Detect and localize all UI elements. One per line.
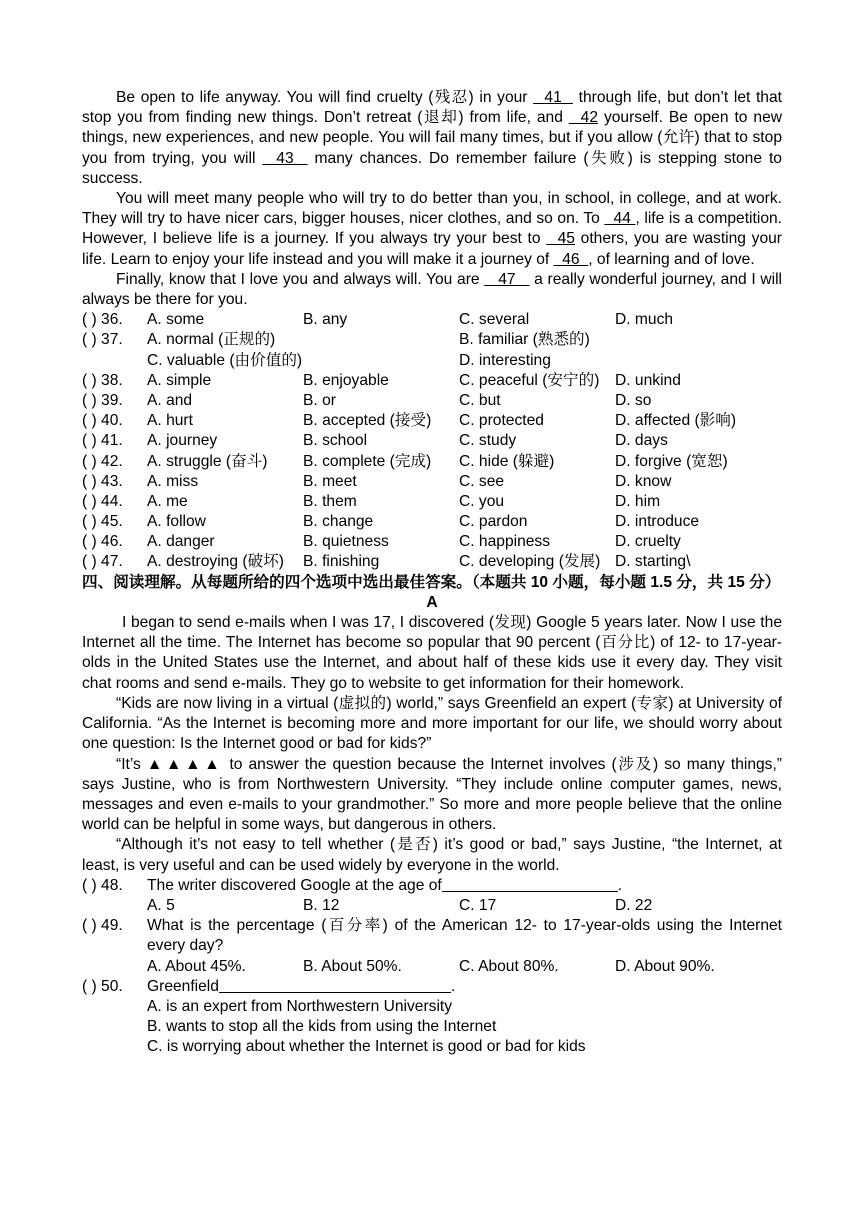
- option-d: D. know: [615, 472, 672, 490]
- question-stem: Greenfield: [147, 977, 219, 995]
- option-b: B. or: [303, 391, 336, 409]
- question-row: [82, 391, 782, 411]
- option-b: B. enjoyable: [303, 371, 389, 389]
- text: “It’s: [116, 755, 147, 773]
- text: Be open to life anyway. You will find cruelty (残忍) in your: [116, 89, 534, 106]
- answer-line: [442, 876, 618, 892]
- option-c: C. is worrying about whether the Internet is good or bad for kids: [147, 1038, 586, 1056]
- answer-paren: ( ) 39.: [82, 391, 123, 409]
- text: yourself. Be open to new things, new experiences, and new people. You will fail many times, but if you allow (允许) that to stop you from trying, you will: [82, 109, 782, 167]
- option-a: A. danger: [147, 533, 215, 551]
- option-b: B. About 50%.: [303, 957, 402, 975]
- question-row: [82, 512, 782, 532]
- reading-paragraph-3: [82, 755, 782, 836]
- option-b: B. change: [303, 513, 374, 531]
- option-b: B. wants to stop all the kids from using the Internet: [147, 1018, 497, 1036]
- triangle-blank: ▲▲▲▲: [146, 755, 224, 773]
- answer-paren: ( ) 37.: [82, 331, 123, 349]
- cloze-paragraph-1: [82, 88, 782, 189]
- option-a: A. About 45%.: [147, 957, 246, 975]
- question-48: [82, 876, 782, 896]
- option-d: D. 22: [615, 896, 653, 914]
- question-50-option-a: [82, 997, 782, 1017]
- cloze-paragraph-3: [82, 270, 782, 310]
- option-c: B. familiar (熟悉的): [459, 331, 590, 349]
- option-c: C. About 80%.: [459, 957, 559, 975]
- text: a really wonderful journey, and I will always be there for you.: [82, 270, 782, 309]
- text: many chances. Do remember failure (失败) is stepping stone to success.: [82, 149, 782, 187]
- option-d: D. forgive (宽恕): [615, 452, 728, 470]
- text: Finally, know that I love you and always will. You are: [116, 270, 485, 288]
- option-a: A. is an expert from Northwestern University: [147, 997, 453, 1015]
- blank-44: 44: [604, 210, 636, 228]
- question-50-option-b: [82, 1017, 782, 1037]
- option-c: C. study: [459, 432, 517, 450]
- text: .: [450, 977, 456, 995]
- option-a: A. 5: [147, 896, 175, 914]
- question-48-options: [82, 896, 782, 916]
- blank-43: 43: [262, 149, 308, 167]
- option-a: A. simple: [147, 371, 212, 389]
- question-49: [82, 916, 782, 956]
- option-b: B. any: [303, 311, 348, 329]
- answer-paren: ( ) 42.: [82, 452, 123, 470]
- reading-paragraph-1: I began to send e-mails when I was 17, I discovered (发现) Google 5 years later. Now I use the Internet all the time. The Internet has become so popular that 90 percent (百分比) of 12- to 17-year-olds in the United States use the Internet, and about half of these kids use it every day. They visit chat rooms and send e-mails. They go to website to get information for their homework.: [82, 614, 782, 692]
- section-heading: 四、阅读理解。从每题所给的四个选项中选出最佳答案。（本题共 10 小题，每小题 1.5 分，共 15 分）: [82, 573, 781, 591]
- option-d: D. affected (影响): [615, 412, 737, 430]
- option-c: D. interesting: [459, 351, 551, 369]
- blank-42: 42: [568, 109, 599, 127]
- option-b: B. school: [303, 432, 368, 450]
- text: .: [617, 876, 623, 894]
- question-row: [82, 492, 782, 512]
- option-a: A. struggle (奋斗): [147, 452, 268, 470]
- text: to answer the question because the Internet involves (涉及) so many things,” says Justine, who is from Northwestern University. “They include online computer games, news, messages and even e-mails to your grandmother.” So more and more people believe that the online world can be helpful in some ways, but dangerous in others.: [82, 755, 782, 834]
- question-row: [82, 552, 782, 572]
- blank-45: 45: [546, 230, 575, 248]
- answer-paren: ( ) 47.: [82, 553, 123, 571]
- option-d: D. unkind: [615, 371, 681, 389]
- question-row: [82, 310, 782, 330]
- answer-paren: ( ) 46.: [82, 533, 123, 551]
- exam-page: [82, 88, 782, 1057]
- question-row: [82, 431, 782, 451]
- question-50: [82, 977, 782, 997]
- text: through life, but don’t let that stop you from finding new things. Don’t retreat (退却) from life, and: [82, 89, 782, 127]
- answer-paren: ( ) 45.: [82, 513, 123, 531]
- option-d: D. so: [615, 391, 652, 409]
- blank-46: 46: [553, 250, 589, 268]
- option-c: C. protected: [459, 412, 544, 430]
- option-b: B. meet: [303, 472, 357, 490]
- option-a: A. and: [147, 391, 193, 409]
- answer-paren: [82, 351, 147, 371]
- cloze-question-list: [82, 310, 782, 572]
- option-c: C. hide (躲避): [459, 452, 555, 470]
- answer-paren: ( ) 44.: [82, 492, 123, 510]
- answer-paren: ( ) 36.: [82, 311, 123, 329]
- answer-paren: ( ) 50.: [82, 977, 123, 995]
- option-c: C. but: [459, 391, 501, 409]
- option-d: D. introduce: [615, 513, 700, 531]
- text: , life is a competition. However, I believe life is a journey. If you always try your best to: [82, 210, 782, 248]
- option-c: C. 17: [459, 896, 497, 914]
- option-a: A. follow: [147, 513, 206, 531]
- question-row: [82, 472, 782, 492]
- reading-paragraph-4: “Although it’s not easy to tell whether (是否) it’s good or bad,” says Justine, “the Internet, at least, is very useful and can be used widely by everyone in the world.: [82, 836, 782, 874]
- cloze-paragraph-2: [82, 189, 782, 270]
- question-row: [82, 371, 782, 391]
- question-row: [82, 452, 782, 472]
- answer-paren: ( ) 43.: [82, 472, 123, 490]
- question-row: [82, 411, 782, 431]
- blank-47: 47: [484, 270, 530, 288]
- option-b: B. complete (完成): [303, 452, 432, 470]
- option-a: A. destroying (破坏): [147, 553, 284, 571]
- question-stem: What is the percentage (百分率) of the American 12- to 17-year-olds using the Internet every day?: [147, 917, 782, 955]
- question-49-options: [82, 957, 782, 977]
- option-c: C. peaceful (安宁的): [459, 371, 600, 389]
- answer-paren: ( ) 49.: [82, 917, 123, 935]
- question-stem: The writer discovered Google at the age of: [147, 876, 442, 894]
- option-a: A. journey: [147, 432, 218, 450]
- answer-paren: ( ) 41.: [82, 432, 123, 450]
- answer-paren: ( ) 48.: [82, 876, 123, 894]
- question-row: [82, 351, 782, 371]
- text: others, you are wasting your life. Learn to enjoy your life instead and you will make it a journey of: [82, 230, 782, 268]
- question-row: [82, 532, 782, 552]
- option-a: C. valuable (由价值的): [147, 351, 303, 369]
- option-c: C. you: [459, 492, 505, 510]
- option-d: D. About 90%.: [615, 957, 715, 975]
- option-c: C. see: [459, 472, 505, 490]
- option-c: C. several: [459, 311, 530, 329]
- option-a: A. hurt: [147, 412, 193, 430]
- option-d: D. him: [615, 492, 661, 510]
- option-b: B. accepted (接受): [303, 412, 432, 430]
- option-b: B. finishing: [303, 553, 380, 571]
- option-b: B. them: [303, 492, 357, 510]
- option-d: D. cruelty: [615, 533, 681, 551]
- answer-paren: ( ) 40.: [82, 412, 123, 430]
- blank-41: 41: [533, 89, 574, 106]
- option-d: D. much: [615, 311, 674, 329]
- option-c: C. developing (发展): [459, 553, 601, 571]
- option-a: A. some: [147, 311, 205, 329]
- question-row: [82, 330, 782, 350]
- option-b: B. 12: [303, 896, 340, 914]
- option-d: D. starting\: [615, 553, 691, 571]
- option-a: A. normal (正规的): [147, 331, 276, 349]
- option-d: D. days: [615, 432, 668, 450]
- text: , of learning and of love.: [588, 250, 755, 268]
- reading-paragraph-2: “Kids are now living in a virtual (虚拟的) world,” says Greenfield an expert (专家) at University of California. “As the Internet is becoming more and more important for our life, we should worry about one question: Is the Internet good or bad for kids?”: [82, 694, 782, 753]
- option-c: C. pardon: [459, 513, 528, 531]
- question-50-option-c: [82, 1037, 782, 1057]
- passage-title: A: [426, 593, 438, 611]
- option-a: A. me: [147, 492, 188, 510]
- option-c: C. happiness: [459, 533, 551, 551]
- option-b: B. quietness: [303, 533, 389, 551]
- option-a: A. miss: [147, 472, 199, 490]
- answer-paren: ( ) 38.: [82, 371, 123, 389]
- text: You will meet many people who will try to do better than you, in school, in college, and at work. They will try to have nicer cars, bigger houses, nicer clothes, and so on. To: [82, 190, 782, 228]
- answer-line: [219, 977, 451, 993]
